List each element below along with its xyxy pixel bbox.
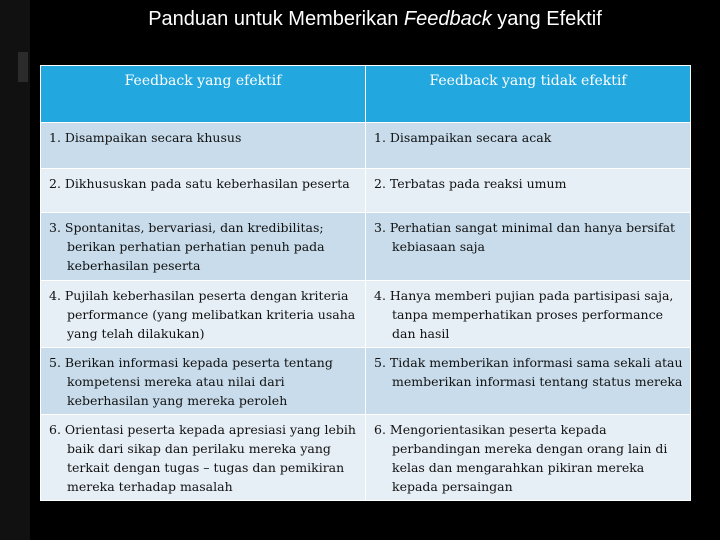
table-cell	[366, 415, 691, 501]
cell-text: 6. Mengorientasikan peserta kepada perbandingan mereka dengan orang lain di kelas dan mengarahkan pikiran mereka kepada persaingan	[374, 422, 668, 494]
header-effective: Feedback yang efektif	[41, 66, 366, 123]
feedback-comparison-table	[40, 65, 691, 501]
table-cell	[366, 213, 691, 281]
table-cell	[366, 123, 691, 169]
table-cell	[366, 169, 691, 213]
table-row	[41, 213, 691, 281]
cell-text: 3. Perhatian sangat minimal dan hanya bersifat kebiasaan saja	[374, 220, 676, 254]
cell-text: 6. Orientasi peserta kepada apresiasi yang lebih baik dari sikap dan perilaku mereka yang terkait dengan tugas – tugas dan pemikiran mereka terhadap masalah	[49, 422, 356, 494]
cell-text: 2. Dikhususkan pada satu keberhasilan peserta	[49, 176, 350, 191]
table-cell	[41, 213, 366, 281]
table-header-row	[41, 66, 691, 123]
cell-text: 1. Disampaikan secara acak	[374, 130, 552, 145]
cell-text: 5. Berikan informasi kepada peserta tentang kompetensi mereka atau nilai dari keberhasilan yang mereka peroleh	[49, 355, 333, 408]
cell-text: 4. Hanya memberi pujian pada partisipasi saja, tanpa memperhatikan proses performance dan hasil	[374, 288, 674, 341]
table-cell	[41, 169, 366, 213]
title-suffix: yang Efektif	[491, 8, 602, 30]
table-cell	[41, 123, 366, 169]
cell-text: 1. Disampaikan secara khusus	[49, 130, 242, 145]
table-cell	[41, 415, 366, 501]
title-prefix: Panduan untuk Memberikan	[148, 8, 404, 30]
left-decorative-mark	[18, 52, 28, 82]
table-cell	[366, 348, 691, 415]
cell-text: 3. Spontanitas, bervariasi, dan kredibilitas; berikan perhatian perhatian penuh pada keberhasilan peserta	[49, 220, 325, 273]
table-cell	[366, 281, 691, 348]
slide-title	[30, 6, 720, 32]
cell-text: 2. Terbatas pada reaksi umum	[374, 176, 567, 191]
table-row	[41, 348, 691, 415]
cell-text: 4. Pujilah keberhasilan peserta dengan kriteria performance (yang melibatkan kriteria usaha yang telah dilakukan)	[49, 288, 356, 341]
header-ineffective: Feedback yang tidak efektif	[366, 66, 691, 123]
table-row	[41, 169, 691, 213]
table-cell	[41, 348, 366, 415]
cell-text: 5. Tidak memberikan informasi sama sekali atau memberikan informasi tentang status mereka	[374, 355, 683, 389]
title-italic: Feedback	[403, 8, 492, 30]
table-row	[41, 281, 691, 348]
table-row	[41, 415, 691, 501]
table-row	[41, 123, 691, 169]
table-cell	[41, 281, 366, 348]
